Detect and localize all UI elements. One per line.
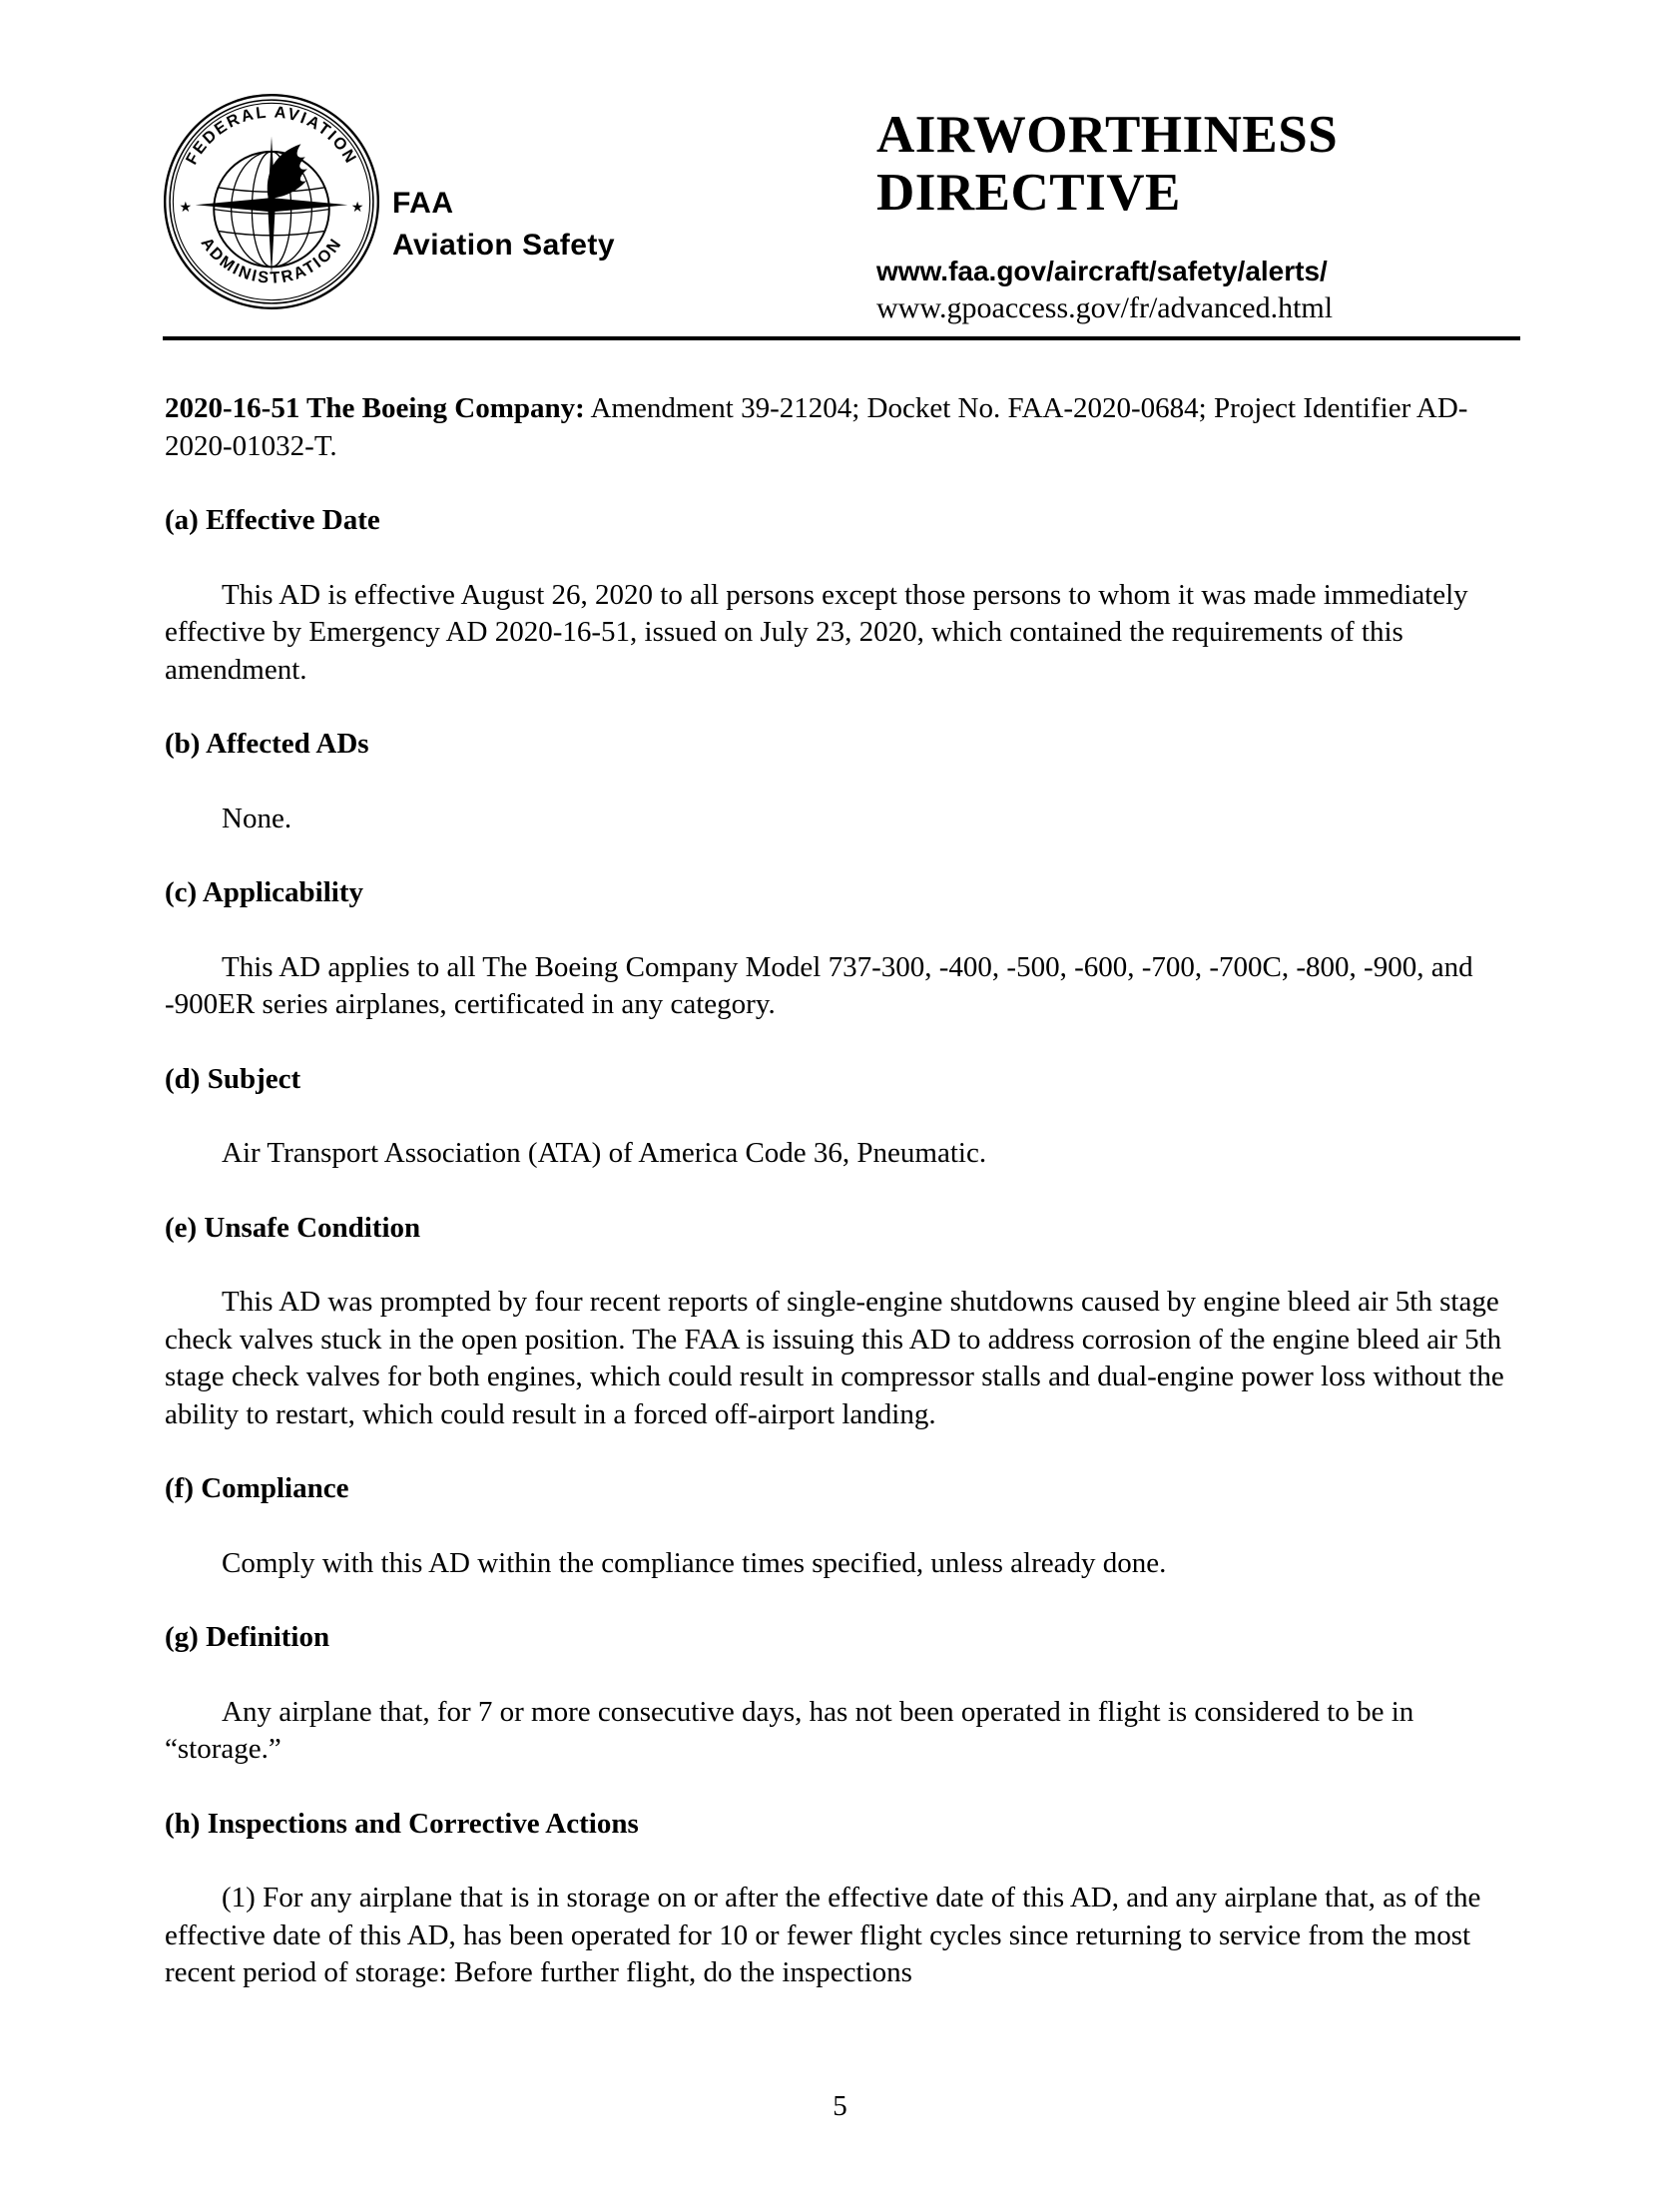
agency-block <box>392 183 615 267</box>
header-divider <box>163 336 1520 340</box>
section-f-paragraph: Comply with this AD within the compliance times specified, unless already done. <box>222 1546 1167 1579</box>
seal-top-text: FEDERAL AVIATION <box>182 103 361 168</box>
seal-bottom-text: ADMINISTRATION <box>197 234 346 287</box>
section-b-heading: (b) Affected ADs <box>165 728 369 760</box>
masthead <box>876 106 1575 327</box>
section-d-heading: (d) Subject <box>165 1062 301 1095</box>
section-e-heading: (e) Unsafe Condition <box>165 1211 421 1244</box>
faa-seal-logo <box>163 93 380 310</box>
ad-intro-paragraph <box>165 390 1518 465</box>
section-a-paragraph: This AD is effective August 26, 2020 to all persons except those persons to whom it was made immediately effective by Emergency AD 2020-16-51, issued on July 23, 2020, which contained the requirements of this amendment. <box>165 578 1468 686</box>
gpoaccess-url: www.gpoaccess.gov/fr/advanced.html <box>876 291 1334 324</box>
faa-alerts-url: www.faa.gov/aircraft/safety/alerts/ <box>876 256 1328 286</box>
section-g-heading: (g) Definition <box>165 1621 330 1653</box>
star-icon: ★ <box>179 199 193 216</box>
section-c-heading: (c) Applicability <box>165 876 363 908</box>
document-title-line1: AIRWORTHINESS <box>876 106 1339 164</box>
section-e-paragraph: This AD was prompted by four recent reports of single-engine shutdowns caused by engine bleed air 5th stage check valves stuck in the open position. The FAA is issuing this AD to address corrosion of the engine bleed air 5th stage check valves for both engines, which could result in compressor stalls and dual-engine power loss without the ability to restart, which could result in a forced off-airport landing. <box>165 1286 1504 1430</box>
document-title <box>876 106 1575 222</box>
section-c-paragraph: This AD applies to all The Boeing Company Model 737-300, -400, -500, -600, -700, -700C, -800, -900, and -900ER series airplanes, certificated in any category. <box>165 950 1473 1020</box>
section-h-paragraph: (1) For any airplane that is in storage on or after the effective date of this AD, and any airplane that, as of the effective date of this AD, has been operated for 10 or fewer flight cycles since returning to service from the most recent period of storage: Before further flight, do the inspections <box>165 1882 1481 1988</box>
section-g-paragraph: Any airplane that, for 7 or more consecutive days, has not been operated in flight is considered to be in “storage.” <box>165 1695 1414 1765</box>
document-title-line2: DIRECTIVE <box>876 164 1181 222</box>
ad-intro-rest: Amendment 39-21204; Docket No. FAA-2020-0684; Project Identifier AD-2020-01032-T. <box>165 392 1468 462</box>
faa-seal-icon <box>163 93 380 310</box>
section-b-paragraph: None. <box>222 802 292 834</box>
page-number: 5 <box>833 2090 847 2122</box>
document-body <box>165 390 1518 2029</box>
section-h-heading: (h) Inspections and Corrective Actions <box>165 1807 639 1840</box>
section-d-paragraph: Air Transport Association (ATA) of America Code 36, Pneumatic. <box>222 1137 987 1169</box>
section-a-heading: (a) Effective Date <box>165 504 380 536</box>
agency-name: FAA <box>392 187 454 220</box>
section-f-heading: (f) Compliance <box>165 1472 349 1504</box>
star-icon: ★ <box>350 199 364 216</box>
agency-division: Aviation Safety <box>392 229 616 262</box>
ad-number: 2020-16-51 The Boeing Company: <box>165 392 585 424</box>
